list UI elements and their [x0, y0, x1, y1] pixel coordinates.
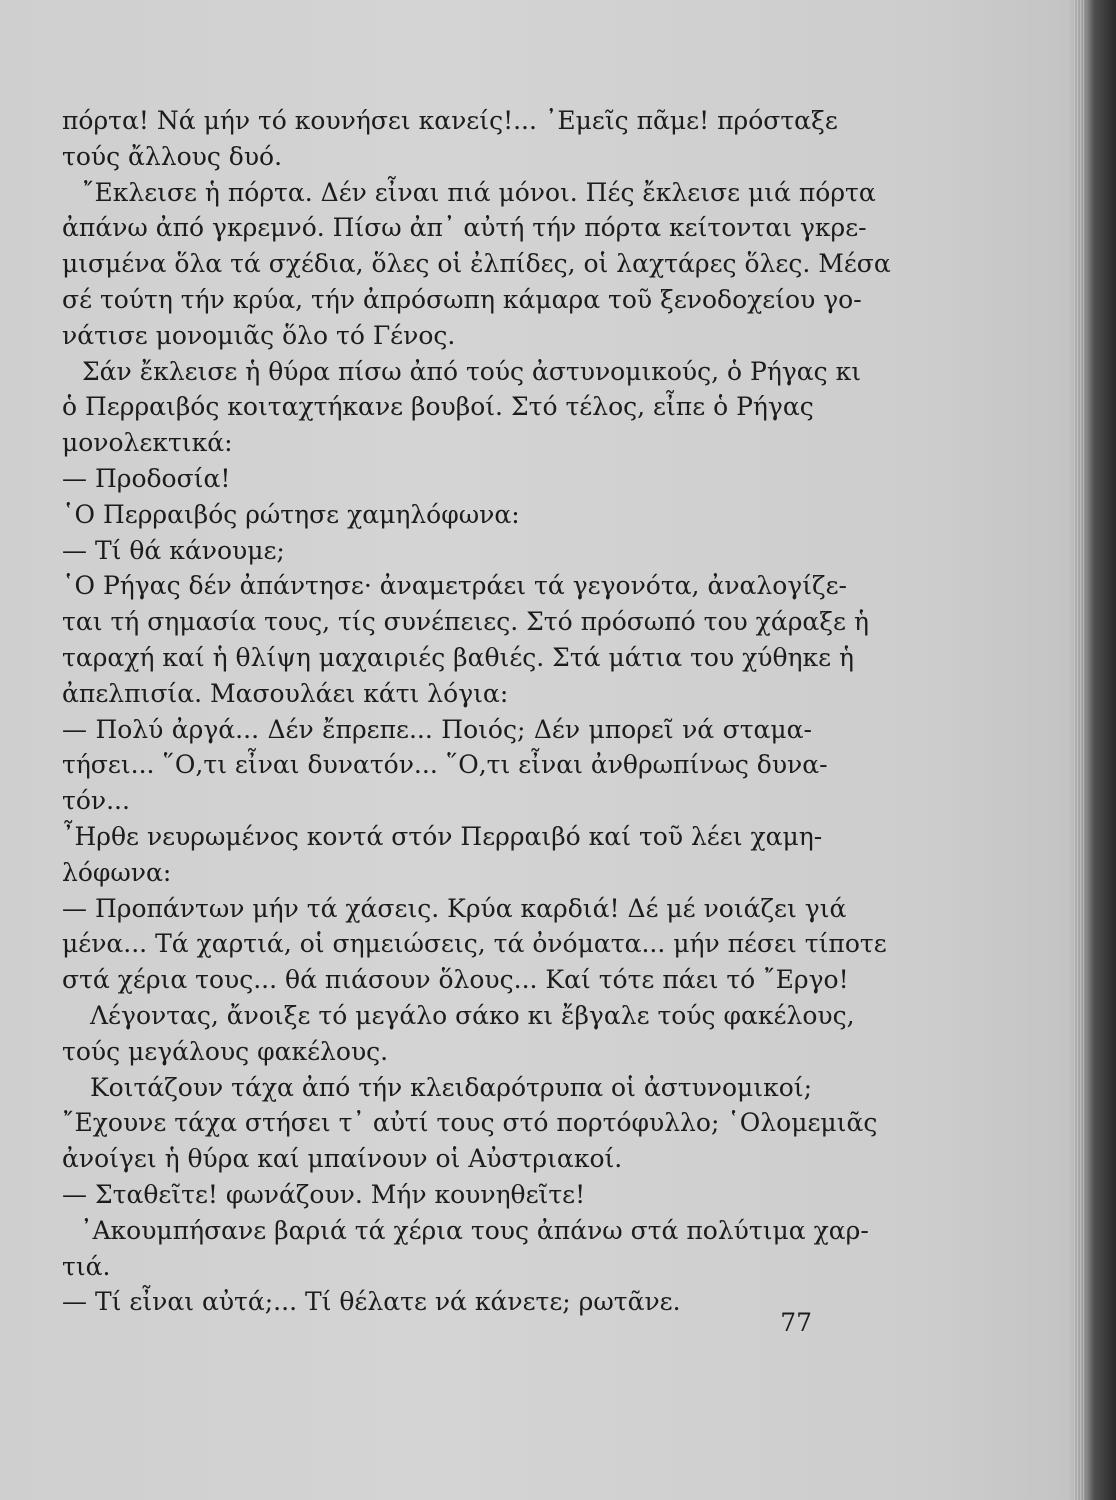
text-line: μονολεκτικά: — [62, 428, 233, 458]
text-line: Σάν ἔκλεισε ἡ θύρα πίσω ἀπό τούς ἀστυνομικούς, ὁ Ρήγας κι — [82, 356, 862, 386]
text-line: ἀπάνω ἀπό γκρεμνό. Πίσω ἀπ᾿ αὐτή τήν πόρτα κείτονται γκρε- — [62, 213, 867, 243]
text-line: τόν... — [62, 786, 130, 816]
text-line: ῎Εκλεισε ἡ πόρτα. Δέν εἶναι πιά μόνοι. Πές ἔκλεισε μιά πόρτα — [82, 177, 876, 207]
text-line: ταραχή καί ἡ θλίψη μαχαιριές βαθιές. Στά μάτια του χύθηκε ἡ — [62, 642, 855, 672]
text-line: μισμένα ὅλα τά σχέδια, ὅλες οἱ ἐλπίδες, οἱ λαχτάρες ὅλες. Μέσα — [62, 249, 891, 279]
text-line: νάτισε μονομιᾶς ὅλο τό Γένος. — [62, 320, 456, 350]
text-line: — Σταθεῖτε! φωνάζουν. Μήν κουνηθεῖτε! — [62, 1179, 586, 1209]
text-line: — Προδοσία! — [62, 463, 231, 493]
text-line: τούς μεγάλους φακέλους. — [62, 1036, 389, 1066]
text-line: ῏Ηρθε νευρωμένος κοντά στόν Περραιβό καί τοῦ λέει χαμη- — [62, 821, 823, 851]
text-line: στά χέρια τους... θά πιάσουν ὅλους... Καί τότε πάει τό ῎Εργο! — [62, 965, 849, 995]
body-text — [62, 103, 891, 1320]
text-line: ὁ Περραιβός κοιταχτήκανε βουβοί. Στό τέλος, εἶπε ὁ Ρήγας — [62, 392, 814, 422]
text-line: μένα... Τά χαρτιά, οἱ σημειώσεις, τά ὀνόματα... μήν πέσει τίποτε — [62, 929, 887, 959]
text-line: ῎Εχουνε τάχα στήσει τ᾿ αὐτί τους στό πορτόφυλλο; ῾Ολομεμιᾶς — [62, 1108, 878, 1138]
text-line: πόρτα! Νά μήν τό κουνήσει κανείς!... ᾿Εμεῖς πᾶμε! πρόσταξε — [62, 106, 838, 135]
text-line: ῾Ο Περραιβός ρώτησε χαμηλόφωνα: — [62, 499, 520, 529]
text-line: Λέγοντας, ἄνοιξε τό μεγάλο σάκο κι ἔβγαλε τούς φακέλους, — [90, 1000, 855, 1030]
text-line: ἀνοίγει ἡ θύρα καί μπαίνουν οἱ Αὐστριακοί. — [62, 1144, 623, 1174]
text-line: — Τί θά κάνουμε; — [62, 535, 285, 565]
text-line: ᾿Ακουμπήσανε βαριά τά χέρια τους ἀπάνω στά πολύτιμα χαρ- — [80, 1215, 869, 1245]
page-edge-stack — [1074, 0, 1086, 1500]
text-line: ται τή σημασία τους, τίς συνέπειες. Στό πρόσωπό του χάραξε ἡ — [62, 607, 869, 637]
text-line: — Τί εἶναι αὐτά;... Τί θέλατε νά κάνετε; ρωτᾶνε. — [62, 1287, 681, 1317]
page-number: 77 — [780, 1308, 812, 1337]
text-line: Κοιτάζουν τάχα ἀπό τήν κλειδαρότρυπα οἱ ἀστυνομικοί; — [90, 1072, 813, 1102]
text-line: — Πολύ ἀργά... Δέν ἔπρεπε... Ποιός; Δέν μπορεῖ νά σταμα- — [62, 714, 812, 744]
text-line: λόφωνα: — [62, 857, 172, 887]
text-line: σέ τούτη τήν κρύα, τήν ἀπρόσωπη κάμαρα τοῦ ξενοδοχείου γο- — [62, 284, 862, 314]
text-line: τούς ἄλλους δυό. — [62, 141, 283, 171]
text-line: ῾Ο Ρήγας δέν ἀπάντησε· ἀναμετράει τά γεγονότα, ἀναλογίζε- — [62, 571, 847, 601]
text-line: τήσει... ῞Ο,τι εἶναι δυνατόν... ῞Ο,τι εἶναι ἀνθρωπίνως δυνα- — [62, 750, 828, 780]
text-line: τιά. — [62, 1251, 111, 1281]
text-line: — Προπάντων μήν τά χάσεις. Κρύα καρδιά! Δέ μέ νοιάζει γιά — [62, 893, 847, 923]
text-line: ἀπελπισία. Μασουλάει κάτι λόγια: — [62, 678, 509, 708]
